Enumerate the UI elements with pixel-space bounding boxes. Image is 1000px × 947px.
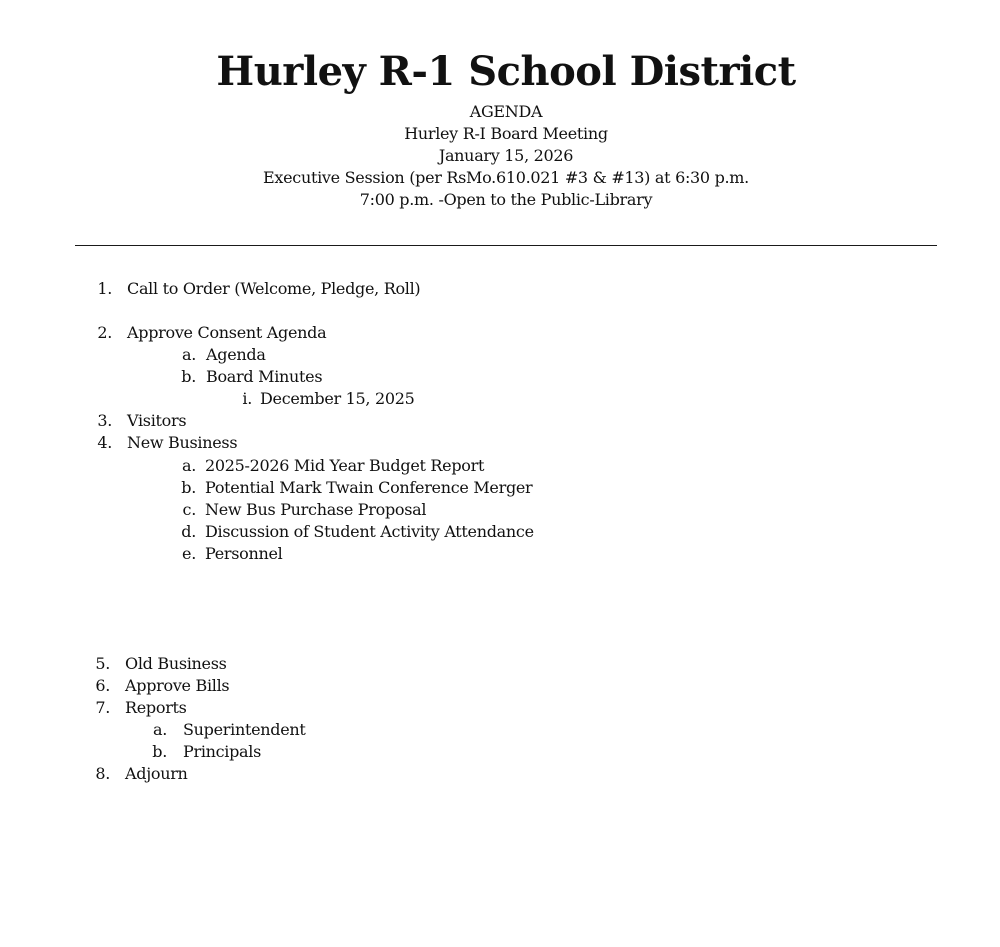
subitem-letter: a. xyxy=(181,456,196,475)
item-number: 3. xyxy=(97,411,112,430)
subitem-letter: e. xyxy=(182,544,196,563)
subitem-label: Potential Mark Twain Conference Merger xyxy=(205,478,533,497)
subitem-label: New Bus Purchase Proposal xyxy=(205,500,427,519)
item-number: 7. xyxy=(95,698,110,717)
subitem-label: Board Minutes xyxy=(206,367,323,386)
item-label: Old Business xyxy=(125,654,227,673)
subitem-numeral: i. xyxy=(242,389,252,408)
subitem-label: Principals xyxy=(183,742,262,761)
subitem-letter: c. xyxy=(182,500,196,519)
subitem-label: Discussion of Student Activity Attendance xyxy=(205,522,534,541)
item-number: 6. xyxy=(95,676,110,695)
subitem-letter: b. xyxy=(181,367,196,386)
subitem-letter: a. xyxy=(181,345,196,364)
executive-session: Executive Session (per RsMo.610.021 #3 & #13) at 6:30 p.m. xyxy=(263,168,749,187)
item-label: Approve Consent Agenda xyxy=(127,323,327,342)
item-label: Visitors xyxy=(127,411,187,430)
subitem-letter: b. xyxy=(152,742,167,761)
subitem-label: Agenda xyxy=(206,345,266,364)
item-label: Adjourn xyxy=(125,764,188,783)
item-label: New Business xyxy=(127,433,238,452)
meeting-date: January 15, 2026 xyxy=(438,146,574,165)
subitem-label: Superintendent xyxy=(183,720,306,739)
item-number: 8. xyxy=(95,764,110,783)
public-session: 7:00 p.m. -Open to the Public-Library xyxy=(359,190,653,209)
page-title: Hurley R-1 School District xyxy=(216,48,796,95)
subitem-label: 2025-2026 Mid Year Budget Report xyxy=(205,456,485,475)
subitem-letter: b. xyxy=(181,478,196,497)
horizontal-divider xyxy=(75,245,937,246)
subitem-label: Personnel xyxy=(205,544,283,563)
subitem-label: December 15, 2025 xyxy=(260,389,415,408)
item-number: 4. xyxy=(97,433,112,452)
item-number: 2. xyxy=(97,323,112,342)
item-number: 5. xyxy=(95,654,110,673)
item-label: Approve Bills xyxy=(125,676,230,695)
item-number: 1. xyxy=(97,279,112,298)
subitem-letter: a. xyxy=(152,720,167,739)
subitem-letter: d. xyxy=(181,522,196,541)
meeting-name: Hurley R-I Board Meeting xyxy=(404,124,608,143)
item-label: Call to Order (Welcome, Pledge, Roll) xyxy=(127,279,421,298)
agenda-heading: AGENDA xyxy=(469,102,543,121)
item-label: Reports xyxy=(125,698,187,717)
